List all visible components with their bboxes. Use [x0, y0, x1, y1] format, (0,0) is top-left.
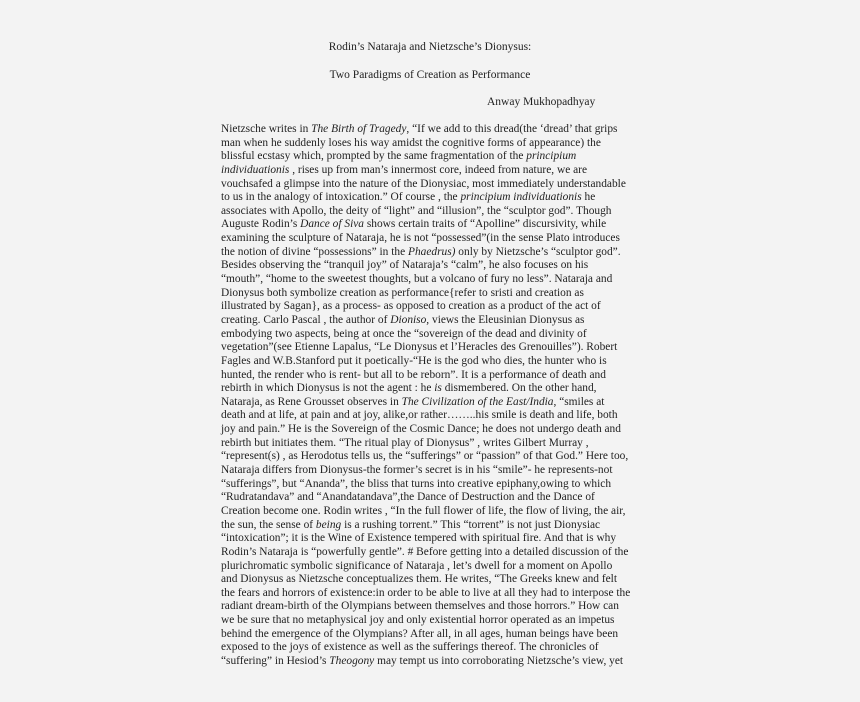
text-run: Nietzsche writes in	[221, 123, 312, 135]
body-line	[221, 628, 661, 642]
text-run: Besides observing the “tranquil joy” of Nataraja’s “calm”, he also focuses on his	[221, 259, 589, 272]
text-run: “intoxication”; it is the Wine of Existence tempered with spiritual fire. And that is why	[221, 532, 617, 545]
text-run: rebirth in which Dionysus is not the agent : he	[221, 382, 435, 395]
text-run: we be sure that no metaphysical joy and only existential horror operated as an impetus	[221, 614, 615, 627]
body-line	[221, 123, 661, 137]
body-line	[221, 546, 661, 560]
body-line	[221, 573, 661, 587]
text-run: plurichromatic symbolic significance of Nataraja , let’s dwell for a moment on Apollo	[221, 559, 613, 572]
body-line	[221, 532, 661, 546]
text-run: Nataraja, as Rene Grousset observes in	[221, 395, 402, 408]
text-run: man when he suddenly loses his way amidst the cognitive forms of appearance) the	[221, 136, 601, 149]
text-run: views the Eleusinian Dionysus as	[429, 313, 585, 326]
text-run: and Dionysus as Nietzsche conceptualizes them. He writes, “The Greeks knew and felt	[221, 573, 618, 586]
body-line	[221, 191, 661, 205]
body-line	[221, 519, 661, 533]
body-line	[221, 396, 661, 410]
text-run: illustrated by Sagan}, as a process- as opposed to creation as a product of the act of	[221, 300, 601, 313]
text-run: the sun, the sense of	[221, 518, 316, 531]
text-run: radiant dream-birth of the Olympians between themselves and those horrors.” How can	[221, 600, 619, 613]
body-line	[221, 478, 661, 492]
text-run: Fagles and W.B.Stanford put it poetically-“He is the god who dies, the hunter who is	[221, 354, 607, 367]
italic-run: Phaedrus)	[407, 245, 456, 258]
italic-run: The Birth of Tragedy	[311, 123, 407, 135]
body-line	[221, 232, 661, 246]
text-run: “Rudratandava” and “Anandatandava”,the Dance of Destruction and the Dance of	[221, 491, 595, 504]
body-line	[221, 150, 661, 164]
text-run: examining the sculpture of Nataraja, he is not “possessed”(in the sense Plato introduces	[221, 232, 620, 245]
body-line	[221, 314, 661, 328]
text-run: Creation become one. Rodin writes , “In the full flower of life, the flow of living, the air,	[221, 504, 626, 517]
body-line	[221, 409, 661, 423]
italic-run: The Civilization of the East/India	[401, 395, 554, 408]
body-line	[221, 341, 661, 355]
text-run: , “smiles at	[553, 395, 605, 408]
text-run: shows certain traits of “Apolline” discursivity, while	[364, 218, 607, 231]
text-run: he	[581, 191, 596, 204]
text-run: only by Nietzsche’s “sculptor god”.	[455, 245, 621, 258]
text-run: Rodin’s Nataraja is “powerfully gentle”. # Before getting into a detailed discussion of the	[221, 545, 629, 558]
text-run: is a rushing torrent.” This “torrent” is not just Dionysiac	[341, 518, 601, 531]
body-line	[221, 560, 661, 574]
text-run: rebirth but initiates them. “The ritual play of Dionysus” , writes Gilbert Murray ,	[221, 436, 589, 449]
body-line	[221, 614, 661, 628]
text-run: exposed to the joys of existence as well as the sufferings thereof. The chronicles of	[221, 641, 599, 654]
paper-subtitle: Two Paradigms of Creation as Performance	[329, 69, 531, 81]
italic-run: principium individuationis	[460, 191, 582, 204]
text-run: hunted, the render who is rent- but all to be reborn”. It is a performance of death and	[221, 368, 606, 381]
author-name: Anway Mukhopadhyay	[487, 96, 596, 108]
body-line	[221, 587, 661, 601]
body-line	[221, 491, 661, 505]
text-run: the notion of divine “possessions” in the	[221, 245, 408, 258]
text-run: “suffering” in Hesiod’s	[221, 654, 330, 667]
text-run: “represent(s) , as Herodotus tells us, the “sufferings” or “passion” of that God.” Here too,	[221, 450, 629, 463]
text-run: dismembered. On the other hand,	[441, 382, 597, 395]
text-run: , “If we add to this dread(the ‘dread’ that grips	[406, 123, 618, 135]
italic-run: individuationis	[221, 163, 290, 176]
body-line	[221, 423, 661, 437]
text-run: the fears and horrors of existence:in order to be able to live at all they had to interpose the	[221, 586, 631, 599]
text-run: embodying two aspects, being at once the “sovereign of the dead and divinity of	[221, 327, 587, 340]
body-line	[221, 328, 661, 342]
body-line	[221, 287, 661, 301]
text-run: Nataraja differs from Dionysus-the former’s secret is in his “smile”- he represents-not	[221, 464, 613, 477]
body-line	[221, 600, 661, 614]
text-run: to us in the analogy of intoxication.” Of course , the	[221, 191, 461, 204]
body-line	[221, 437, 661, 451]
body-line	[221, 300, 661, 314]
text-run: vouchsafed a glimpse into the nature of the Dionysiac, most immediately understandable	[221, 177, 626, 190]
text-run: behind the emergence of the Olympians? After all, in all ages, human beings have been	[221, 627, 619, 640]
text-run: Dionysus both symbolize creation as performance{refer to sristi and creation as	[221, 286, 584, 299]
body-line	[221, 164, 661, 178]
body-line	[221, 655, 661, 669]
italic-run: being	[315, 518, 342, 531]
italic-run: is	[434, 382, 442, 395]
italic-run: Dioniso,	[390, 313, 430, 326]
text-run: creating. Carlo Pascal , the author of	[221, 313, 391, 326]
text-run: blissful ecstasy which, prompted by the same fragmentation of the	[221, 150, 527, 163]
body-line	[221, 450, 661, 464]
italic-run: Dance of Siva	[300, 218, 365, 231]
italic-run: principium	[526, 150, 577, 163]
body-line	[221, 218, 661, 232]
text-run: joy and pain.” He is the Sovereign of the Cosmic Dance; he does not undergo death and	[221, 423, 621, 436]
body-line	[221, 137, 661, 151]
body-line	[221, 273, 661, 287]
text-run: , rises up from man’s innermost core, indeed from nature, we are	[289, 163, 588, 176]
body-line	[221, 641, 661, 655]
body-line	[221, 382, 661, 396]
text-run: associates with Apollo, the deity of “light” and “illusion”, the “sculptor god”. Though	[221, 204, 612, 217]
body-line	[221, 246, 661, 260]
text-run: “mouth”, “home to the sweetest thoughts, but a volcano of fury no less”. Nataraja and	[221, 273, 613, 286]
body-line	[221, 369, 661, 383]
paper-title: Rodin’s Nataraja and Nietzsche’s Dionysus:	[328, 41, 532, 53]
body-line	[221, 355, 661, 369]
body-line	[221, 505, 661, 519]
text-run: “sufferings”, but “Ananda”, the bliss that turns into creative epiphany,owing to which	[221, 477, 612, 490]
body-line	[221, 259, 661, 273]
body-text	[221, 123, 661, 669]
text-run: death and at life, at pain and at joy, alike,or rather……..his smile is death and life, both	[221, 409, 618, 422]
text-run: vegetation”(see Etienne Lapalus, “Le Dionysus et l’Heracles des Grenouilles”). Robert	[221, 341, 618, 354]
text-run: may tempt us into corroborating Nietzsche’s view, yet	[374, 654, 624, 667]
body-line	[221, 464, 661, 478]
italic-run: Theogony	[329, 654, 375, 667]
text-run: Auguste Rodin’s	[221, 218, 301, 231]
body-line	[221, 178, 661, 192]
body-line	[221, 205, 661, 219]
